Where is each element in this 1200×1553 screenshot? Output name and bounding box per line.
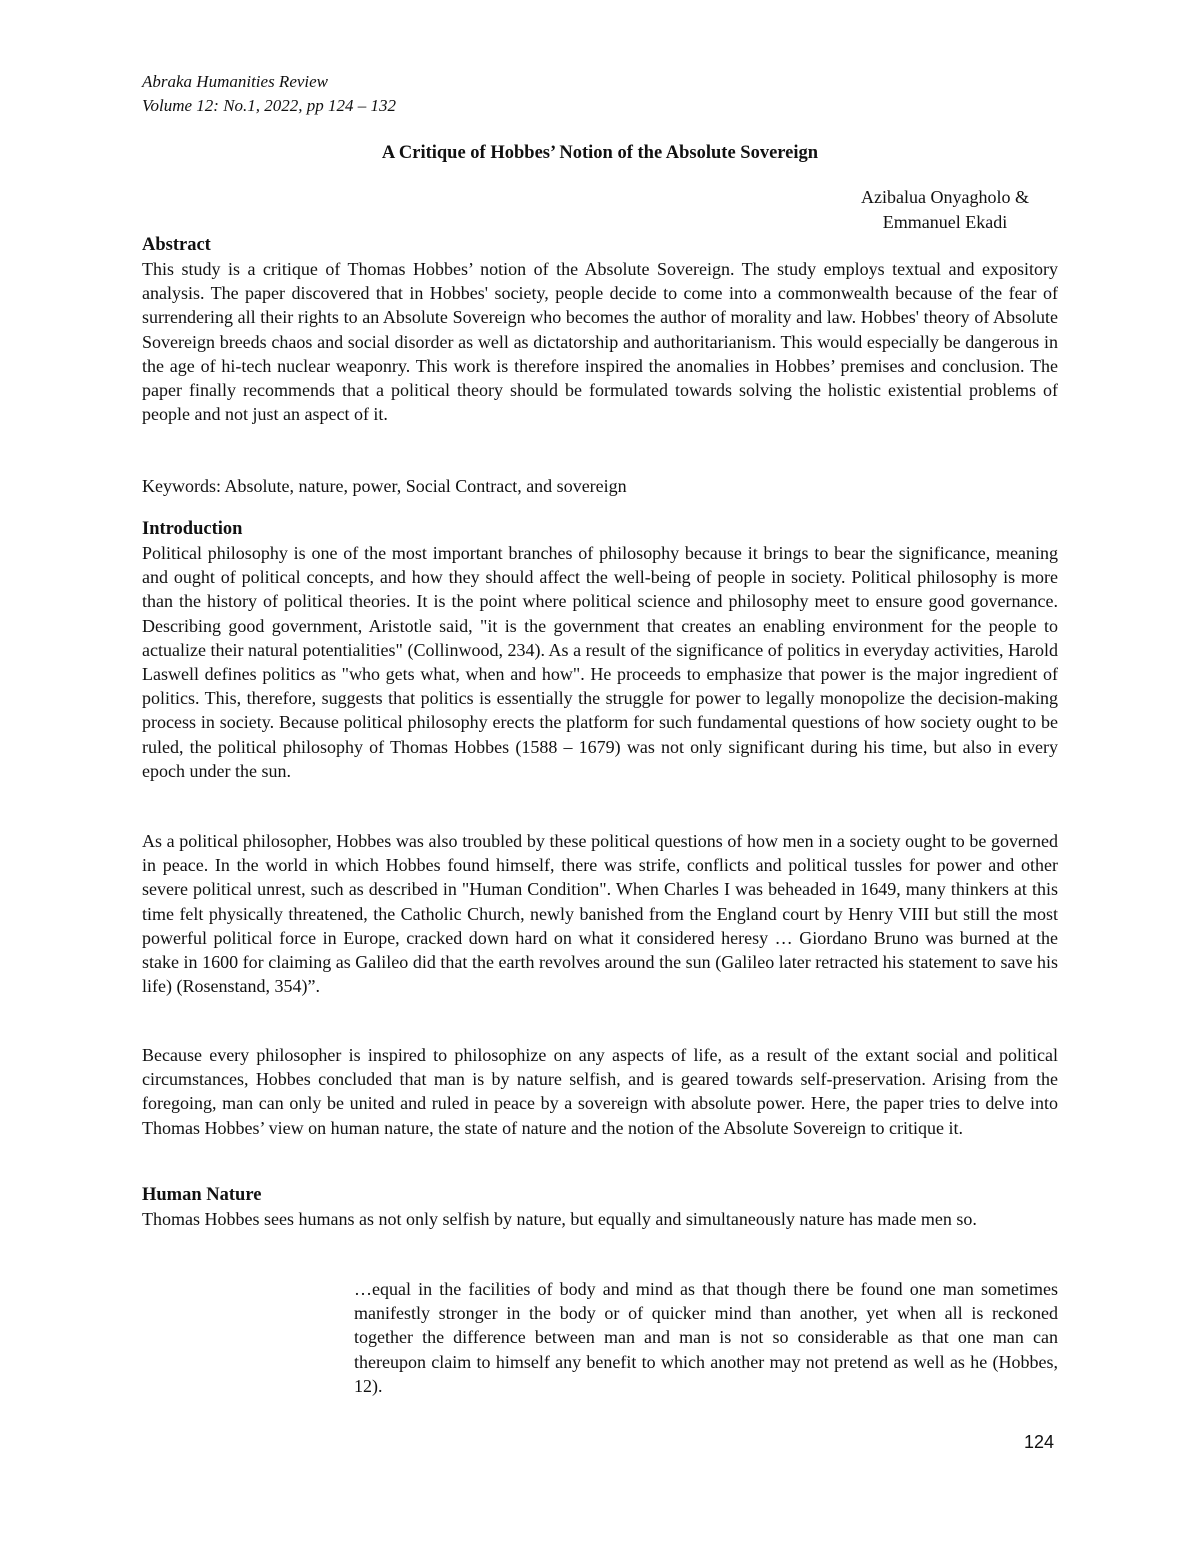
intro-paragraph-3-block [142,1043,1058,1140]
intro-paragraph-2: As a political philosopher, Hobbes was also troubled by these political questions of how men in a society ought to be governed in peace. In the world in which Hobbes found himself, there was strife, conflicts and political tussles for power and other severe political unrest, such as described in "Human Condition". When Charles I was beheaded in 1649, many thinkers at this time felt physically threatened, the Catholic Church, newly banished from the England court by Henry VIII but still the most powerful political force in Europe, cracked down hard on what it considered heresy … Giordano Bruno was burned at the stake in 1600 for claiming as Galileo did that the earth revolves around the sun (Galileo later retracted his statement to save his life) (Rosenstand, 354)”. [142,831,1058,997]
human-nature-heading: Human Nature [142,1185,262,1205]
abstract-heading: Abstract [142,235,211,255]
block-quote: …equal in the facilities of body and mind as that though there be found one man sometimes manifestly stronger in the body or of quicker mind than another, yet when all is reckoned together the difference between man and man is not so considerable as that one man can thereupon claim to himself any benefit to which another may not pretend as well as he (Hobbes, 12). [354,1279,1058,1396]
intro-paragraph-1: Political philosophy is one of the most important branches of philosophy because it brings to bear the significance, meaning and ought of political concepts, and how they should affect the well-being of people in society. Political philosophy is more than the history of political theories. It is the point where political science and philosophy meet to ensure good governance. Describing good government, Aristotle said, "it is the government that creates an enabling environment for the people to actualize their natural potentialities" (Collinwood, 234). As a result of the significance of politics in everyday activities, Harold Laswell defines politics as "who gets what, when and how". He proceeds to emphasize that power is the major ingredient of politics. This, therefore, suggests that politics is essentially the struggle for power to legally monopolize the decision-making process in society. Because political philosophy erects the platform for such fundamental questions of how society ought to be ruled, the political philosophy of Thomas Hobbes (1588 – 1679) was not only significant during his time, but also in every epoch under the sun. [142,543,1058,781]
keywords-section [142,474,1058,498]
human-nature-text: Thomas Hobbes sees humans as not only selfish by nature, but equally and simultaneously nature has made men so. [142,1209,977,1229]
journal-name: Abraka Humanities Review [142,72,329,91]
introduction-section [142,517,1058,783]
abstract-section [142,233,1058,426]
intro-paragraph-2-block [142,829,1058,998]
journal-header [142,70,396,118]
introduction-heading: Introduction [142,519,243,539]
intro-paragraph-3: Because every philosopher is inspired to philosophize on any aspects of life, as a result of the extant social and political circumstances, Hobbes concluded that man is by nature selfish, and is geared towards self-preservation. Arising from the foregoing, man can only be united and ruled in peace by a sovereign with absolute power. Here, the paper tries to delve into Thomas Hobbes’ view on human nature, the state of nature and the notion of the Absolute Sovereign to critique it. [142,1045,1058,1138]
author-2: Emmanuel Ekadi [882,212,1008,232]
human-nature-section [142,1183,1058,1231]
keywords-text: Keywords: Absolute, nature, power, Social Contract, and sovereign [142,476,627,496]
author-block [830,185,1060,235]
abstract-text: This study is a critique of Thomas Hobbes’ notion of the Absolute Sovereign. The study employs textual and expository analysis. The paper discovered that in Hobbes' society, people decide to come into a commonwealth because of the fear of surrendering all their rights to an Absolute Sovereign who becomes the author of morality and law. Hobbes' theory of Absolute Sovereign breeds chaos and social disorder as well as dictatorship and authoritarianism. This would especially be dangerous in the age of hi-tech nuclear weaponry. This work is therefore inspired the anomalies in Hobbes’ premises and conclusion. The paper finally recommends that a political theory should be formulated towards solving the holistic existential problems of people and not just an aspect of it. [142,259,1058,425]
author-1: Azibalua Onyagholo & [861,187,1029,207]
paper-title: A Critique of Hobbes’ Notion of the Absolute Sovereign [381,143,819,163]
page-number: 124 [1024,1432,1055,1452]
volume-info: Volume 12: No.1, 2022, pp 124 – 132 [142,96,397,115]
